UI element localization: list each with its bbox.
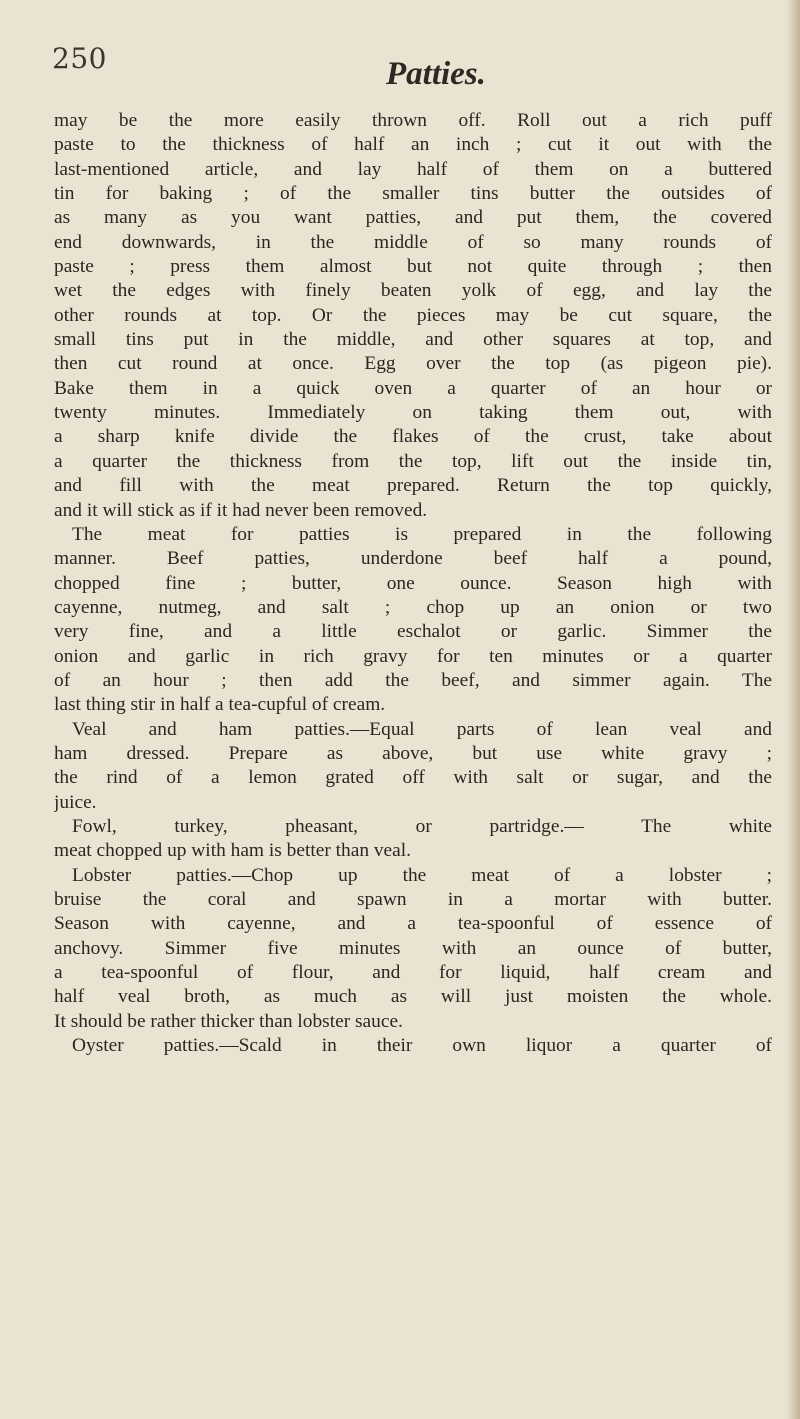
text-line: wet the edges with finely beaten yolk of egg, and lay the <box>54 280 772 302</box>
text-line: Bake them in a quick oven a quarter of an hour or <box>54 377 772 399</box>
text-line: last thing stir in half a tea-cupful of cream. <box>54 694 386 716</box>
text-line: ham dressed. Prepare as above, but use white gravy ; <box>54 742 772 764</box>
text-line: chopped fine ; butter, one ounce. Season high with <box>54 572 772 594</box>
text-line: twenty minutes. Immediately on taking them out, with <box>54 402 772 424</box>
text-line: cayenne, nutmeg, and salt ; chop up an onion or two <box>54 596 772 618</box>
page-edge-shadow <box>786 0 800 1419</box>
text-line: then cut round at once. Egg over the top (as pigeon pie). <box>54 353 772 375</box>
text-line: and it will stick as if it had never been removed. <box>54 499 428 521</box>
text-line: other rounds at top. Or the pieces may be cut square, the <box>54 304 772 326</box>
text-line: The meat for patties is prepared in the following <box>72 523 772 545</box>
page-number: 250 <box>52 42 107 75</box>
text-line: anchovy. Simmer five minutes with an ounce of butter, <box>54 937 772 959</box>
text-line: very fine, and a little eschalot or garlic. Simmer the <box>54 621 772 643</box>
text-line: a sharp knife divide the flakes of the crust, take about <box>54 426 772 448</box>
text-line: Season with cayenne, and a tea-spoonful of essence of <box>54 913 772 935</box>
text-line: as many as you want patties, and put them, the covered <box>54 207 772 229</box>
body-text <box>54 109 772 1058</box>
page-header <box>52 36 752 96</box>
text-line: Veal and ham patties.—Equal parts of lean veal and <box>72 718 772 740</box>
text-line: small tins put in the middle, and other squares at top, and <box>54 329 772 351</box>
text-line: paste to the thickness of half an inch ; cut it out with the <box>54 134 772 156</box>
text-line: onion and garlic in rich gravy for ten minutes or a quarter <box>54 645 772 667</box>
running-head: Patties. <box>386 56 486 92</box>
text-line: juice. <box>54 791 97 813</box>
text-line: Lobster patties.—Chop up the meat of a lobster ; <box>72 864 772 886</box>
text-line: the rind of a lemon grated off with salt or sugar, and the <box>54 767 772 789</box>
text-line: of an hour ; then add the beef, and simmer again. The <box>54 669 772 691</box>
text-line: paste ; press them almost but not quite through ; then <box>54 256 772 278</box>
text-line: may be the more easily thrown off. Roll out a rich puff <box>54 110 772 131</box>
text-line: half veal broth, as much as will just moisten the whole. <box>54 986 772 1008</box>
text-line: and fill with the meat prepared. Return the top quickly, <box>54 475 772 497</box>
text-line: bruise the coral and spawn in a mortar with butter. <box>54 889 772 910</box>
text-line: a tea-spoonful of flour, and for liquid, half cream and <box>54 962 772 984</box>
text-line: Oyster patties.—Scald in their own liquor a quarter of <box>72 1035 772 1057</box>
text-line: end downwards, in the middle of so many rounds of <box>54 231 772 253</box>
text-line: last-mentioned article, and lay half of them on a buttered <box>54 158 772 180</box>
text-line: It should be rather thicker than lobster sauce. <box>54 1010 403 1032</box>
text-line: tin for baking ; of the smaller tins butter the outsides of <box>54 183 772 205</box>
text-line: Fowl, turkey, pheasant, or partridge.— The white <box>72 815 772 837</box>
text-line: meat chopped up with ham is better than veal. <box>54 840 412 862</box>
text-line: a quarter the thickness from the top, lift out the inside tin, <box>54 450 772 472</box>
text-line: manner. Beef patties, underdone beef half a pound, <box>54 548 772 570</box>
